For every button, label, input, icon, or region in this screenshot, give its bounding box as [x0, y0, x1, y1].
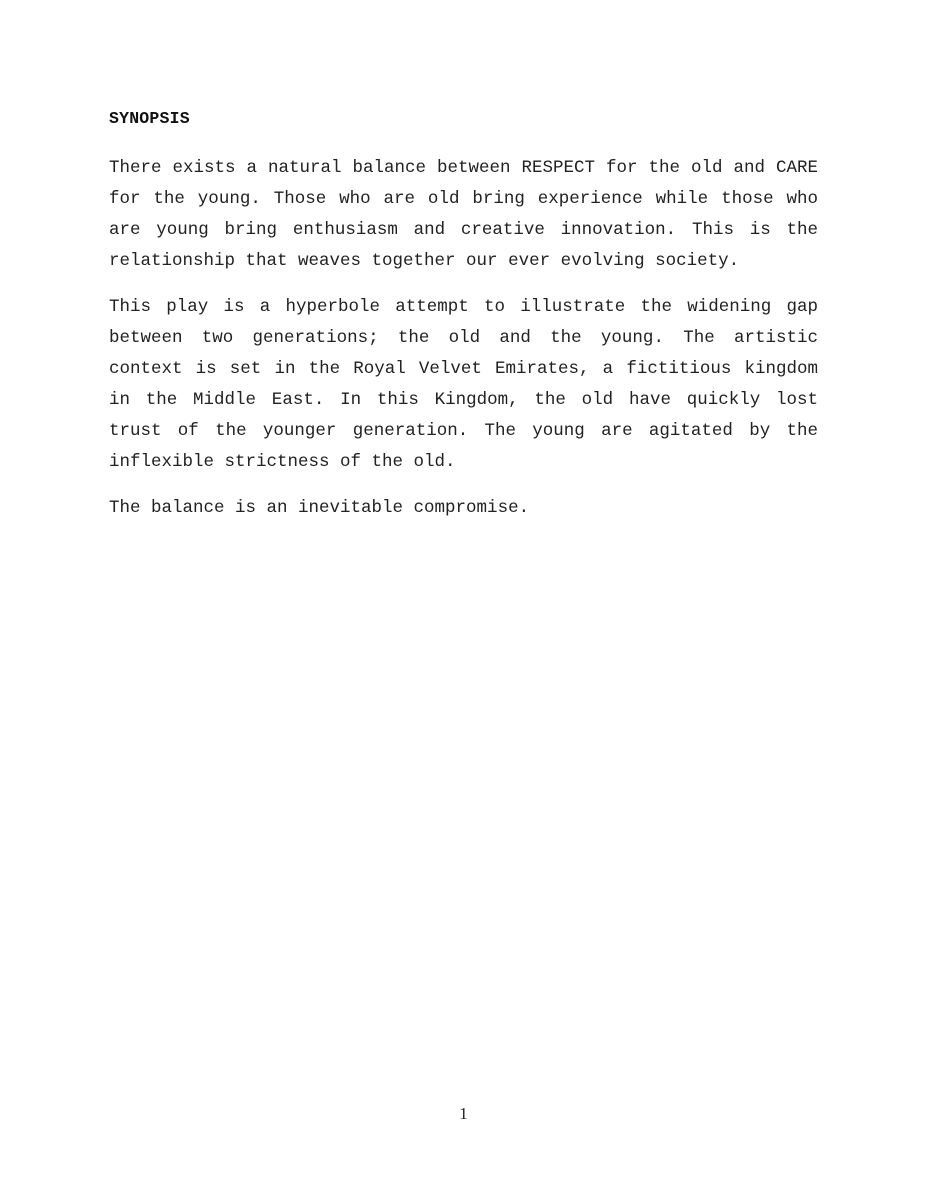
paragraph-1: There exists a natural balance between RESPECT for the old and CARE for the young. Those who are old bring experience while those who are young bring enthusiasm and creative innovation. This is the relationship that weaves together our ever evolving society. — [109, 158, 818, 271]
paragraph-2: This play is a hyperbole attempt to illustrate the widening gap between two generations; the old and the young. The artistic context is set in the Royal Velvet Emirates, a fictitious kingdom in the Middle East. In this Kingdom, the old have quickly lost trust of the younger generation. The young are agitated by the inflexible strictness of the old. — [109, 297, 818, 472]
section-heading: SYNOPSIS — [109, 109, 190, 128]
page-number: 1 — [459, 1104, 468, 1123]
paragraph-3: The balance is an inevitable compromise. — [109, 498, 530, 518]
document-body — [109, 108, 818, 539]
